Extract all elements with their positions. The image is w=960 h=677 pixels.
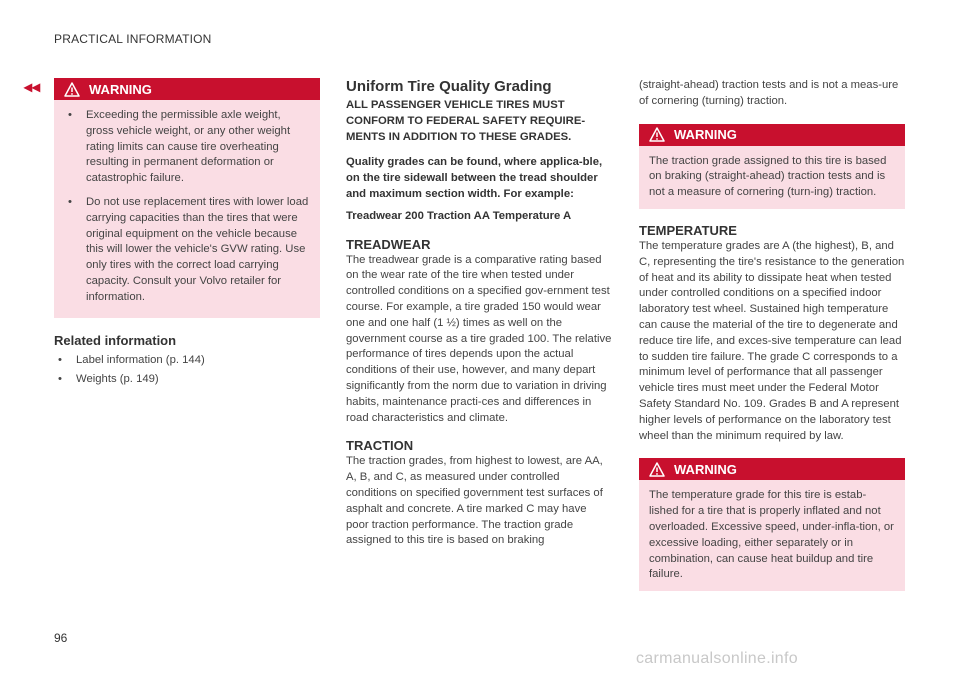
traction-text: The traction grades, from highest to lowest, are AA, A, B, and C, as measured under controlled conditions on specified government test surfaces of asphalt and concrete. A tire marked C may have poor traction performance. The traction grade assigned to this tire is based on braking [346,455,603,547]
warning-body: The traction grade assigned to this tire is based on braking (straight-ahead) traction tests and is not a measure of cornering (turn-ing) traction. [649,154,887,199]
section-title: Uniform Tire Quality Grading [346,78,552,95]
temperature-heading: TEMPERATURE [639,222,737,238]
intro-statement: ALL PASSENGER VEHICLE TIRES MUST CONFORM TO FEDERAL SAFETY REQUIRE-MENTS IN ADDITION TO THESE GRADES. [346,99,586,143]
related-heading: Related information [54,332,177,348]
watermark: carmanualsonline.info [636,650,798,667]
traction-warning-box [639,124,905,209]
temperature-text: The temperature grades are A (the highest), B, and C, representing the tire's resistance to the generation of heat and its ability to dissipate heat when tested under controlled conditions on a specified indoor laboratory test wheel. Sustained high temperature can cause the material of the tire to degenerate and reduce tire life, and exces-sive temperature can lead to sudden tire failure. The grade C corresponds to a minimum level of performance that all passenger vehicle tires must meet under the Federal Motor Safety Standard No. 109. Grades B and A represent higher levels of performance on the laboratory test wheel than the minimum required by law. [639,239,905,442]
column-left [54,78,320,392]
grade-example: Treadwear 200 Traction AA Temperature A [346,209,572,222]
warning-triangle-icon [649,462,665,477]
related-list [54,353,320,389]
traction-heading: TRACTION [346,438,414,454]
column-right [639,78,905,591]
warning-body [54,100,320,318]
grades-location-text: Quality grades can be found, where applica-ble, on the tire sidewall between the tread shoulder and maximum section width. For example: [346,156,603,200]
page-number: 96 [54,631,68,645]
traction-continuation: (straight-ahead) traction tests and is not a meas-ure of cornering (turning) traction. [639,79,899,107]
warning-header [54,78,320,100]
warning-title: WARNING [89,81,152,97]
warning-bullet: • Do not use replacement tires with lower load carrying capacities than the tires that were original equipment on the vehicle because this will lower the vehicle's GVW rating. Use only tires with the correct load carrying capacity. Consult your Volvo retailer for information. [64,195,310,306]
warning-triangle-icon [64,82,80,97]
temperature-warning-box [639,458,905,591]
column-middle [346,78,612,549]
related-item[interactable] [54,353,320,369]
warning-bullet: • Exceeding the permissible axle weight, gross vehicle weight, or any other weight rating limits can cause tire overheating resulting in permanent deformation or catastrophic failure. [64,108,310,187]
related-link-label-information[interactable]: Label information (p. 144) [76,353,205,366]
related-item[interactable] [54,372,320,388]
treadwear-text: The treadwear grade is a comparative rating based on the wear rate of the tire when tested under controlled conditions on a specified gov-ernment test course. For example, a tire graded 150 would wear one and one half (1 ½) times as well on the government course as a tire graded 100. The relative performance of tires depends upon the actual conditions of their use, however, and many depart significantly from the norm due to variation in driving habits, maintenance practi-ces and differences in road characteristics and climate. [346,253,612,424]
continuation-icon: ◂◂ [24,79,41,96]
warning-title: WARNING [674,127,737,143]
page-header: PRACTICAL INFORMATION [54,32,212,46]
warning-header [639,124,905,146]
treadwear-heading: TREADWEAR [346,236,431,252]
warning-header [639,458,905,480]
warning-bullets [64,108,310,306]
warning-box [54,78,320,318]
warning-triangle-icon [649,127,665,142]
related-link-weights[interactable]: Weights (p. 149) [76,373,159,386]
warning-body: The temperature grade for this tire is estab-lished for a tire that is properly inflated and not overloaded. Excessive speed, under-infla-tion, or excessive loading, either separately or in combination, can cause heat buildup and tire failure. [649,489,894,581]
warning-title: WARNING [674,461,737,477]
